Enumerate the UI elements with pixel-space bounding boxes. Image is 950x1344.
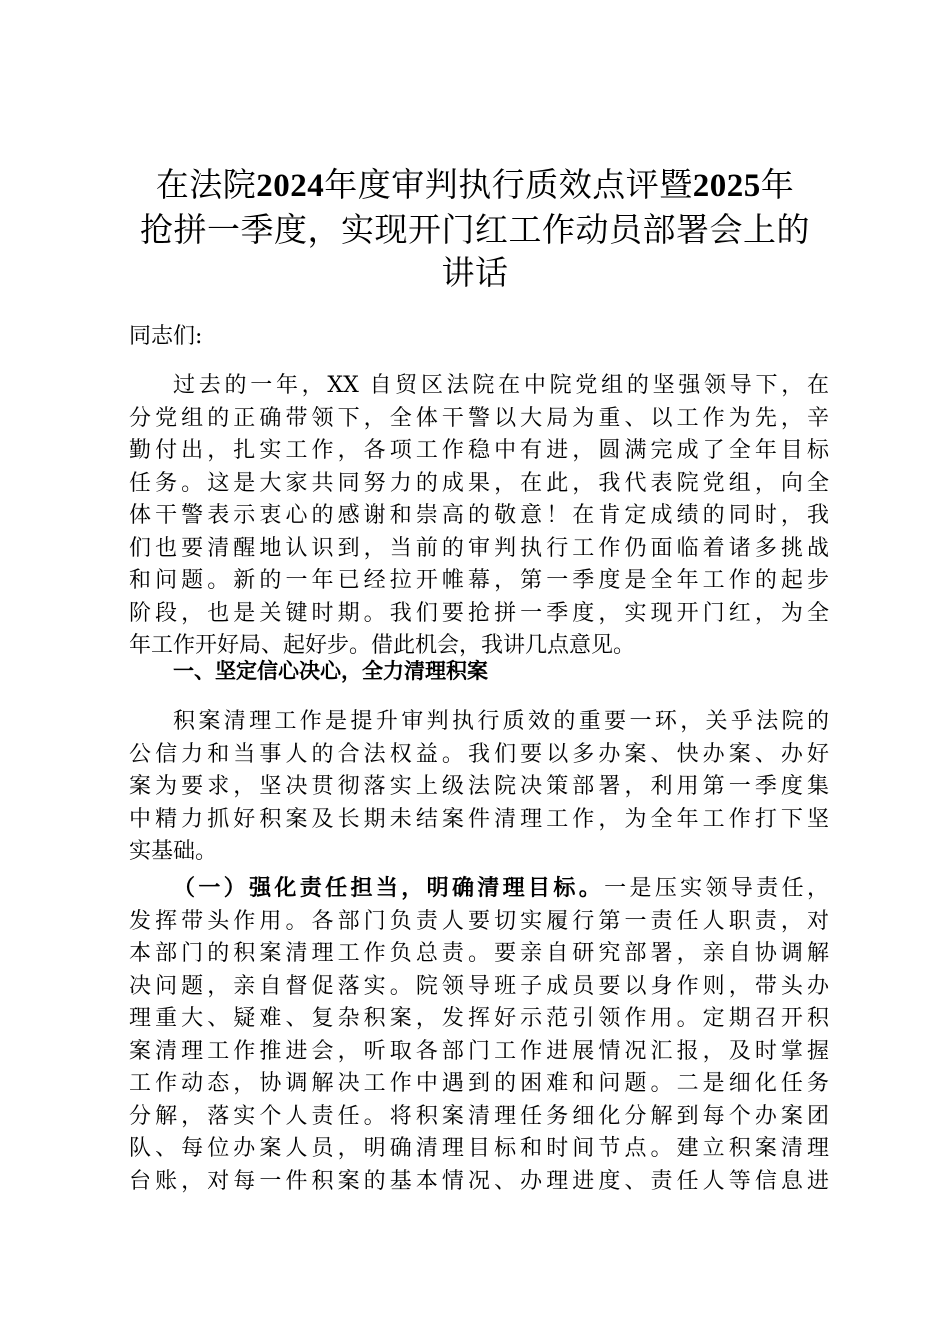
text-line: 发挥带头作用。各部门负责人要切实履行第一责任人职责，对 — [129, 908, 829, 934]
paragraph-subsection-1 — [129, 873, 829, 1198]
paragraph-intro — [129, 370, 829, 663]
subsection-heading: （一）强化责任担当，明确清理目标。 — [173, 876, 605, 901]
title-text: 年 — [760, 165, 795, 204]
text-line: 分解，落实个人责任。将积案清理任务细化分解到每个办案团 — [129, 1103, 829, 1129]
document-title — [118, 163, 832, 294]
text-line: 台账，对每一件积案的基本情况、办理进度、责任人等信息进 — [129, 1168, 829, 1194]
text-line: 阶段，也是关键时期。我们要抢拼一季度，实现开门红，为全 — [129, 600, 829, 626]
title-line-2: 抢拼一季度，实现开门红工作动员部署会上的 — [140, 210, 810, 249]
text-run: 一是压实领导责任， — [604, 876, 829, 901]
text-line — [129, 873, 829, 906]
text-line: 和问题。新的一年已经拉开帷幕，第一季度是全年工作的起步 — [129, 568, 829, 593]
text-line: 工作动态，协调解决工作中遇到的困难和问题。二是细化任务 — [129, 1071, 829, 1096]
text-line: 实基础。 — [129, 839, 218, 864]
text-line: 积案清理工作是提升审判执行质效的重要一环，关乎法院的 — [173, 709, 829, 734]
salutation: 同志们: — [129, 324, 203, 349]
text-line: 案为要求，坚决贯彻落实上级法院决策部署，利用第一季度集 — [129, 774, 829, 799]
text-line: 公信力和当事人的合法权益。我们要以多办案、快办案、办好 — [129, 741, 829, 767]
text-line: 中精力抓好积案及长期未结案件清理工作，为全年工作打下坚 — [129, 806, 829, 832]
text-line: 们也要清醒地认识到，当前的审判执行工作仍面临着诸多挑战 — [129, 535, 829, 561]
paragraph-section-1 — [129, 706, 829, 869]
text-line: 勤付出，扎实工作，各项工作稳中有进，圆满完成了全年目标 — [129, 438, 829, 463]
text-line: 年工作开好局、起好步。借此机会，我讲几点意见。 — [129, 633, 636, 658]
title-line-3: 讲话 — [441, 253, 509, 292]
text-line: 本部门的积案清理工作负总责。要亲自研究部署，亲自协调解 — [129, 941, 829, 966]
title-line-1 — [118, 163, 832, 208]
text-line: 队、每位办案人员，明确清理目标和时间节点。建立积案清理 — [129, 1136, 829, 1161]
title-text: 在法院 — [155, 165, 257, 204]
title-text: 年度审判执行质效点评暨 — [324, 165, 693, 204]
text-line: 体干警表示衷心的感谢和崇高的敬意！在肯定成绩的同时，我 — [129, 503, 829, 528]
text-line: 任务。这是大家共同努力的成果，在此，我代表院党组，向全 — [129, 470, 829, 496]
text-line: 过去的一年，XX 自贸区法院在中院党组的坚强领导下，在 — [173, 373, 829, 398]
text-line: 分党组的正确带领下，全体干警以大局为重、以工作为先，辛 — [129, 405, 829, 431]
title-year: 2025 — [692, 168, 761, 204]
section-heading: 一、坚定信心决心，全力清理积案 — [173, 659, 488, 683]
text-line: 案清理工作推进会，听取各部门工作进展情况汇报，及时掌握 — [129, 1038, 829, 1064]
text-line: 理重大、疑难、复杂积案，发挥好示范引领作用。定期召开积 — [129, 1006, 829, 1031]
text-line: 决问题，亲自督促落实。院领导班子成员要以身作则，带头办 — [129, 973, 829, 999]
title-year: 2024 — [256, 168, 325, 204]
